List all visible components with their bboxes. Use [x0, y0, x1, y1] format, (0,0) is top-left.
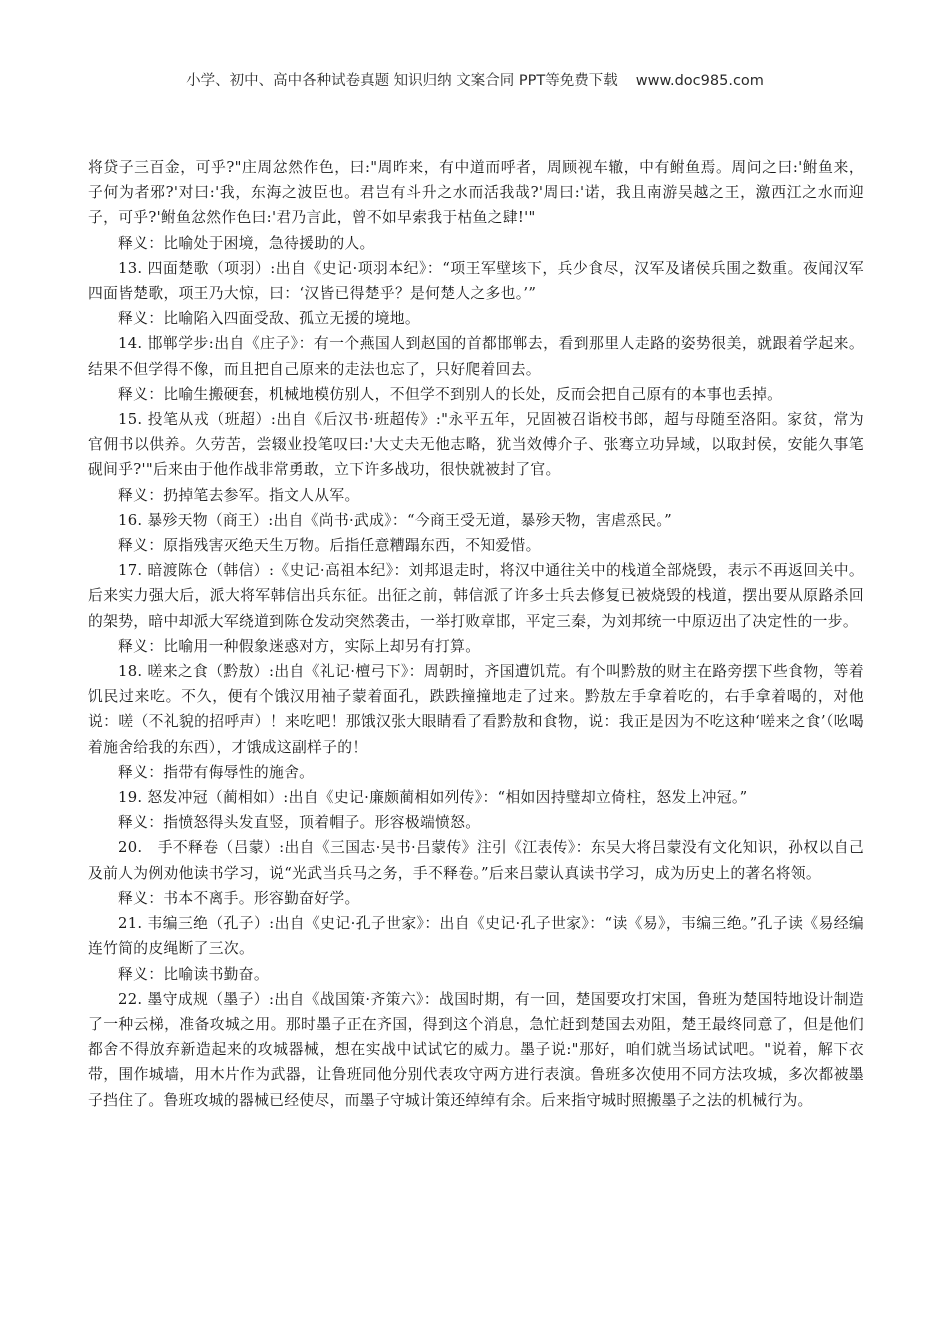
page-header	[0, 69, 950, 90]
paragraph-idiom-14: 14. 邯郸学步:出自《庄子》：有一个燕国人到赵国的首都邯郸去，看到那里人走路的姿势很美，就跟着学起来。结果不但学得不像，而且把自己原来的走法也忘了，只好爬着回去。	[88, 335, 864, 378]
paragraph-idiom-19: 19. 怒发冲冠（蔺相如）:出自《史记·廉颇蔺相如列传》：“相如因持璧却立倚柱，怒发上冲冠。”	[118, 789, 748, 807]
paragraph-meaning-13: 释义：比喻陷入四面受敌、孤立无援的境地。	[118, 310, 420, 328]
paragraph-idiom-16: 16. 暴殄天物（商王）:出自《尚书·武成》：“今商王受无道，暴殄天物，害虐烝民。”	[118, 511, 672, 529]
paragraph-meaning-17: 释义：比喻用一种假象迷惑对方，实际上却另有打算。	[118, 637, 481, 655]
paragraph-idiom-20: 20. 手不释卷（吕蒙）:出自《三国志·吴书·吕蒙传》注引《江表传》：东吴大将吕蒙没有文化知识，孙权以自己及前人为例劝他读书学习，说“光武当兵马之务，手不释卷。”后来吕蒙认真读书学习，成为历史上的著名将领。	[88, 839, 864, 882]
paragraph-idiom-15: 15. 投笔从戎（班超）:出自《后汉书·班超传》:"永平五年，兄固被召诣校书郎，超与母随至洛阳。家贫，常为官佣书以供养。久劳苦，尝辍业投笔叹曰:'大丈夫无他志略，犹当效傅介子、张骞立功异域，以取封侯，安能久事笔砚间乎?'"后来由于他作战非常勇敢，立下许多战功，很快就被封了官。	[88, 411, 864, 479]
paragraph-idiom-18: 18. 嗟来之食（黔敖）:出自《礼记·檀弓下》：周朝时，齐国遭饥荒。有个叫黔敖的财主在路旁摆下些食物，等着饥民过来吃。不久，便有个饿汉用袖子蒙着面孔，跌跌撞撞地走了过来。黔敖左手拿着吃的，右手拿着喝的，对他说：嗟（不礼貌的招呼声）！来吃吧！那饿汉张大眼睛看了看黔敖和食物，说：我正是因为不吃这种‘嗟来之食’（吆喝着施舍给我的东西），才饿成这副样子的！	[88, 663, 864, 756]
paragraph-meaning-14: 释义：比喻生搬硬套，机械地模仿别人，不但学不到别人的长处，反而会把自己原有的本事也丢掉。	[118, 385, 783, 403]
document-body	[88, 155, 864, 1113]
header-site-link[interactable]: www.doc985.com	[635, 73, 764, 89]
paragraph-idiom-17: 17. 暗渡陈仓（韩信）:《史记·高祖本纪》：刘邦退走时，将汉中通往关中的栈道全部烧毁，表示不再返回关中。后来实力强大后，派大将军韩信出兵东征。出征之前，韩信派了许多士兵去修复已被烧毁的栈道，摆出要从原路杀回的架势，暗中却派大军绕道到陈仓发动突然袭击，一举打败章邯，平定三秦，为刘邦统一中原迈出了决定性的一步。	[88, 562, 864, 630]
paragraph-meaning-12: 释义：比喻处于困境，急待援助的人。	[118, 234, 375, 252]
paragraph-meaning-19: 释义：指愤怒得头发直竖，顶着帽子。形容极端愤怒。	[118, 814, 481, 832]
paragraph-idiom-22: 22. 墨守成规（墨子）:出自《战国策·齐策六》：战国时期，有一回，楚国要攻打宋国，鲁班为楚国特地设计制造了一种云梯，准备攻城之用。那时墨子正在齐国，得到这个消息，急忙赶到楚国去劝阻，楚王最终同意了，但是他们都舍不得放弃新造起来的攻城器械，想在实战中试试它的威力。墨子说:"那好，咱们就当场试试吧。"说着，解下衣带，围作城墙，用木片作为武器，让鲁班同他分别代表攻守两方进行表演。鲁班多次使用不同方法攻城，多次都被墨子挡住了。鲁班攻城的器械已经使尽，而墨子守城计策还绰绰有余。后来指守城时照搬墨子之法的机械行为。	[88, 990, 864, 1109]
paragraph-meaning-15: 释义：扔掉笔去参军。指文人从军。	[118, 486, 360, 504]
paragraph-meaning-21: 释义：比喻读书勤奋。	[118, 965, 269, 983]
paragraph-meaning-16: 释义：原指残害灭绝天生万物。后指任意糟蹋东西，不知爱惜。	[118, 537, 541, 555]
paragraph-meaning-18: 释义：指带有侮辱性的施舍。	[118, 763, 315, 781]
paragraph-continued-story: 将贷子三百金，可乎?"庄周忿然作色，曰:"周昨来，有中道而呼者，周顾视车辙，中有鲋鱼焉。周问之曰:'鲋鱼来，子何为者邪?'对曰:'我，东海之波臣也。君岂有斗升之水而活我哉?'周曰:'诺，我且南游吴越之王，激西江之水而迎子，可乎?'鲋鱼忿然作色曰:'君乃言此，曾不如早索我于枯鱼之肆!'"	[88, 159, 864, 227]
paragraph-meaning-20: 释义：书本不离手。形容勤奋好学。	[118, 889, 360, 907]
paragraph-idiom-21: 21. 韦编三绝（孔子）:出自《史记·孔子世家》：出自《史记·孔子世家》：“读《易》，韦编三绝。”孔子读《易经编连竹简的皮绳断了三次。	[88, 915, 864, 958]
paragraph-idiom-13: 13. 四面楚歌（项羽）:出自《史记·项羽本纪》：“项王军壁垓下，兵少食尽，汉军及诸侯兵围之数重。夜闻汉军四面皆楚歌，项王乃大惊，曰：‘汉皆已得楚乎？是何楚人之多也。’”	[88, 259, 864, 303]
header-text: 小学、初中、高中各种试卷真题 知识归纳 文案合同 PPT等免费下载	[186, 73, 618, 89]
